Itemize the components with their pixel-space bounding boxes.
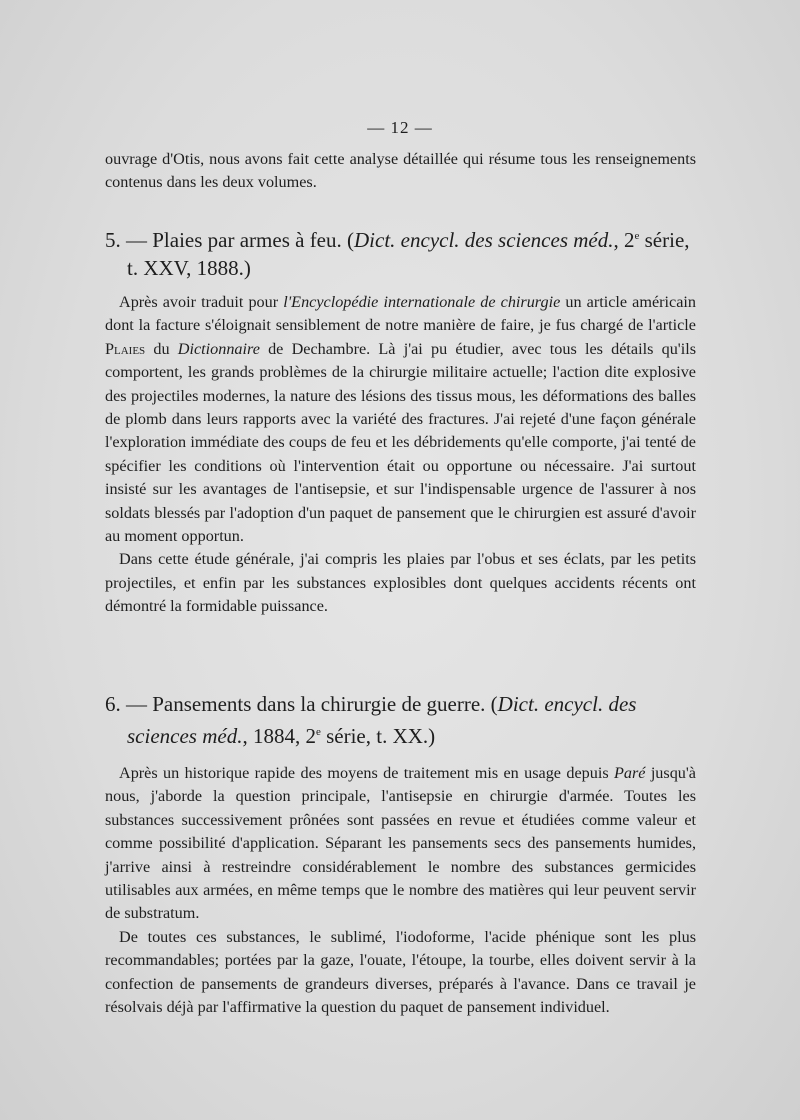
intro-paragraph-block [105,148,696,195]
section-5-body [105,291,696,619]
italic-text-run: Dictionnaire [177,339,260,358]
section-6-ref-tail: série, t. XX.) [320,724,436,748]
text-run: de Dechambre. Là j'ai pu étudier, avec tous les détails qu'ils comportent, les grands problèmes de la chirurgie militaire actuelle; l'action dite explosive des projectiles modernes, la nature des lésions des tissus mous, les déformations des balles de plomb dans leurs rapports avec la variété des fractures. J'ai rejeté d'une façon générale l'exploration immédiate des coups de feu et les débridements qu'elle comporte, j'ai tenté de spécifier les conditions où l'intervention était ou opportune ou nécessaire. J'ai surtout insisté sur les avantages de l'antisepsie, et sur l'indispensable urgence de l'assurer à nos soldats blessés par l'adoption d'un paquet de pansement que le chirurgien est assuré d'avoir au moment opportun. [105,339,697,546]
section-5-ref-source: Dict. encycl. des sciences méd. [354,228,614,252]
italic-text-run: l'Encyclopédie internationale de chirurgie [283,293,561,311]
section-6-ref-rest: , 1884, 2 [242,724,316,748]
intro-paragraph: ouvrage d'Otis, nous avons fait cette analyse détaillée qui résume tous les renseignements contenus dans les deux volumes. [105,150,696,192]
section-5-paragraph-2: Dans cette étude générale, j'ai compris les plaies par l'obus et ses éclats, par les petits projectiles, et enfin par les substances explosibles dont quelques accidents récents ont démontré la formidable puissance. [105,550,696,616]
page-number: — 12 — [367,118,433,137]
section-6-ref-open: ( [490,692,498,716]
text-run: Après avoir traduit pour [119,293,284,311]
section-6-body [105,762,696,1019]
section-6-paragraph-2: De toutes ces substances, le sublimé, l'iodoforme, l'acide phénique sont les plus recommandables; portées par la gaze, l'ouate, l'étoupe, la tourbe, elles doivent servir à la confection de pansements de grandeurs diverses, préparés à l'avance. Dans ce travail je résolvais déjà par l'affirmative la question du paquet de pansement individuel. [105,927,696,1017]
text-run: un article américain dont la facture s'éloignait sensiblement de notre manière de faire, je fus chargé de l'article [105,293,696,335]
section-5-ref-tail: série, t. XXV, 1888.) [127,228,690,280]
section-6-ref-source: Dict. encycl. des sciences méd. [127,692,637,748]
section-6-heading-block [105,690,696,750]
text-run: jusqu'à nous, j'aborde la question principale, l'antisepsie en chirurgie d'armée. Toutes les substances successivement prônées sont passées en revue et étudiées comme valeur et comme possibilité d'application. Séparant les pansements secs des pansements humides, j'arrive ainsi à restreindre considérablement le nombre des substances germicides utilisables aux armées, en même temps que le nombre des matières qui leur peuvent servir de substratum. [105,764,696,923]
section-6-title: Pansements dans la chirurgie de guerre. [152,692,486,716]
section-6-number: 6. [105,692,121,716]
text-run: du [145,339,178,358]
section-5-paragraph-1 [105,291,696,548]
section-6-dash: — [126,692,147,716]
section-5-heading [105,222,696,282]
section-5-ref-sup: e [634,230,640,242]
section-5-ref-rest: , 2 [613,228,635,252]
section-6-heading [105,690,696,750]
section-5-ref-open: ( [347,228,355,252]
smallcaps-text-run: Plaies [105,339,146,358]
section-5-number: 5. [105,228,121,252]
section-6-paragraph-1 [105,762,696,926]
text-run: Après un historique rapide des moyens de traitement mis en usage depuis [119,764,614,782]
section-6-ref-sup: e [315,726,321,738]
section-5-title: Plaies par armes à feu. [152,228,342,252]
section-5-heading-block [105,222,696,282]
section-5-dash: — [126,228,147,252]
italic-text-run: Paré [613,764,646,782]
